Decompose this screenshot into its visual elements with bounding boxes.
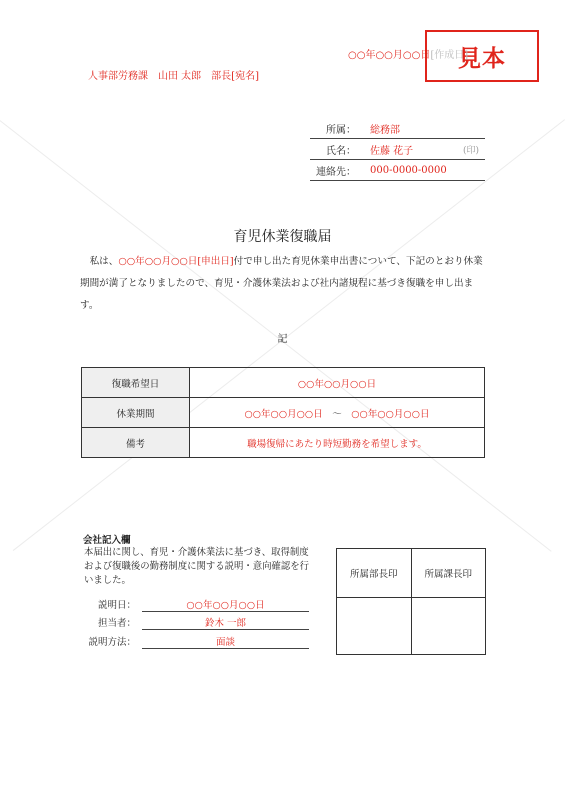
company-section-heading: 会社記入欄 xyxy=(83,535,131,546)
sender-name-row xyxy=(310,139,485,160)
body-text-lead: 私は、 xyxy=(89,256,119,267)
leave-from: ○○年○○月○○日 xyxy=(244,408,323,420)
document-date xyxy=(348,46,468,61)
sender-contact-label: 連絡先： xyxy=(316,166,356,178)
body-text-rest: 付で申し出た育児休業申出書について、下記のとおり休業期間が満了となりましたので、育児・介護休業法および社内諸規程に基づき復職を申し出ます。 xyxy=(80,256,483,311)
company-section-text: 本届出に関し、育児・介護休業法に基づき、取得制度および復職後の勤務制度に関する説明・意向確認を行いました。 xyxy=(84,547,310,586)
person-label: 担当者： xyxy=(97,618,136,629)
sender-contact-row xyxy=(310,160,485,181)
person-value: 鈴木 一郎 xyxy=(142,615,309,630)
explain-date-value: ○○年○○月○○日 xyxy=(142,597,309,612)
section-head-seal-label: 所属課長印 xyxy=(411,549,486,598)
sample-stamp: 見本 xyxy=(425,30,539,82)
leave-separator: ～ xyxy=(332,408,342,420)
explain-date-row xyxy=(84,597,309,613)
body-paragraph xyxy=(80,251,485,317)
return-date-value: ○○年○○月○○日 xyxy=(190,368,485,398)
approval-seal-table xyxy=(336,548,486,655)
sender-contact-value: 000-0000-0000 xyxy=(370,164,447,176)
leave-period-value xyxy=(190,398,485,428)
body-date: ○○年○○月○○日 xyxy=(118,256,198,267)
table-row xyxy=(82,368,485,398)
remarks-value: 職場復帰にあたり時短勤務を希望します。 xyxy=(190,428,485,458)
explain-date-label: 説明日： xyxy=(97,600,136,611)
ki-heading: 記 xyxy=(277,334,288,345)
document-date-value: ○○年○○月○○日 xyxy=(348,50,431,61)
document-date-suffix: [作成日] xyxy=(430,50,469,61)
dept-head-seal-label: 所属部長印 xyxy=(337,549,412,598)
sender-name-label: 氏名： xyxy=(326,145,356,157)
addressee: 人事部労務課 山田 太郎 部長[宛名] xyxy=(88,71,259,82)
person-row xyxy=(84,615,309,631)
sender-affiliation-label: 所属： xyxy=(326,124,356,136)
details-table xyxy=(81,367,485,458)
page-title: 育児休業復職届 xyxy=(233,229,332,245)
method-label: 説明方法： xyxy=(88,637,136,648)
remarks-label: 備考 xyxy=(82,428,190,458)
return-date-label: 復職希望日 xyxy=(82,368,190,398)
sender-affiliation-row xyxy=(310,118,485,139)
table-row xyxy=(82,428,485,458)
section-head-seal-box xyxy=(411,598,486,655)
sender-seal: (印) xyxy=(462,145,479,156)
method-row xyxy=(84,634,309,650)
table-row xyxy=(82,398,485,428)
sender-name-value: 佐藤 花子 xyxy=(370,145,414,157)
method-value: 面談 xyxy=(142,634,309,649)
leave-period-label: 休業期間 xyxy=(82,398,190,428)
leave-to: ○○年○○月○○日 xyxy=(351,408,430,420)
dept-head-seal-box xyxy=(337,598,412,655)
sender-affiliation-value: 総務部 xyxy=(370,124,400,136)
sender-block xyxy=(310,118,485,181)
body-submit-date-label: [申出日] xyxy=(197,256,234,267)
